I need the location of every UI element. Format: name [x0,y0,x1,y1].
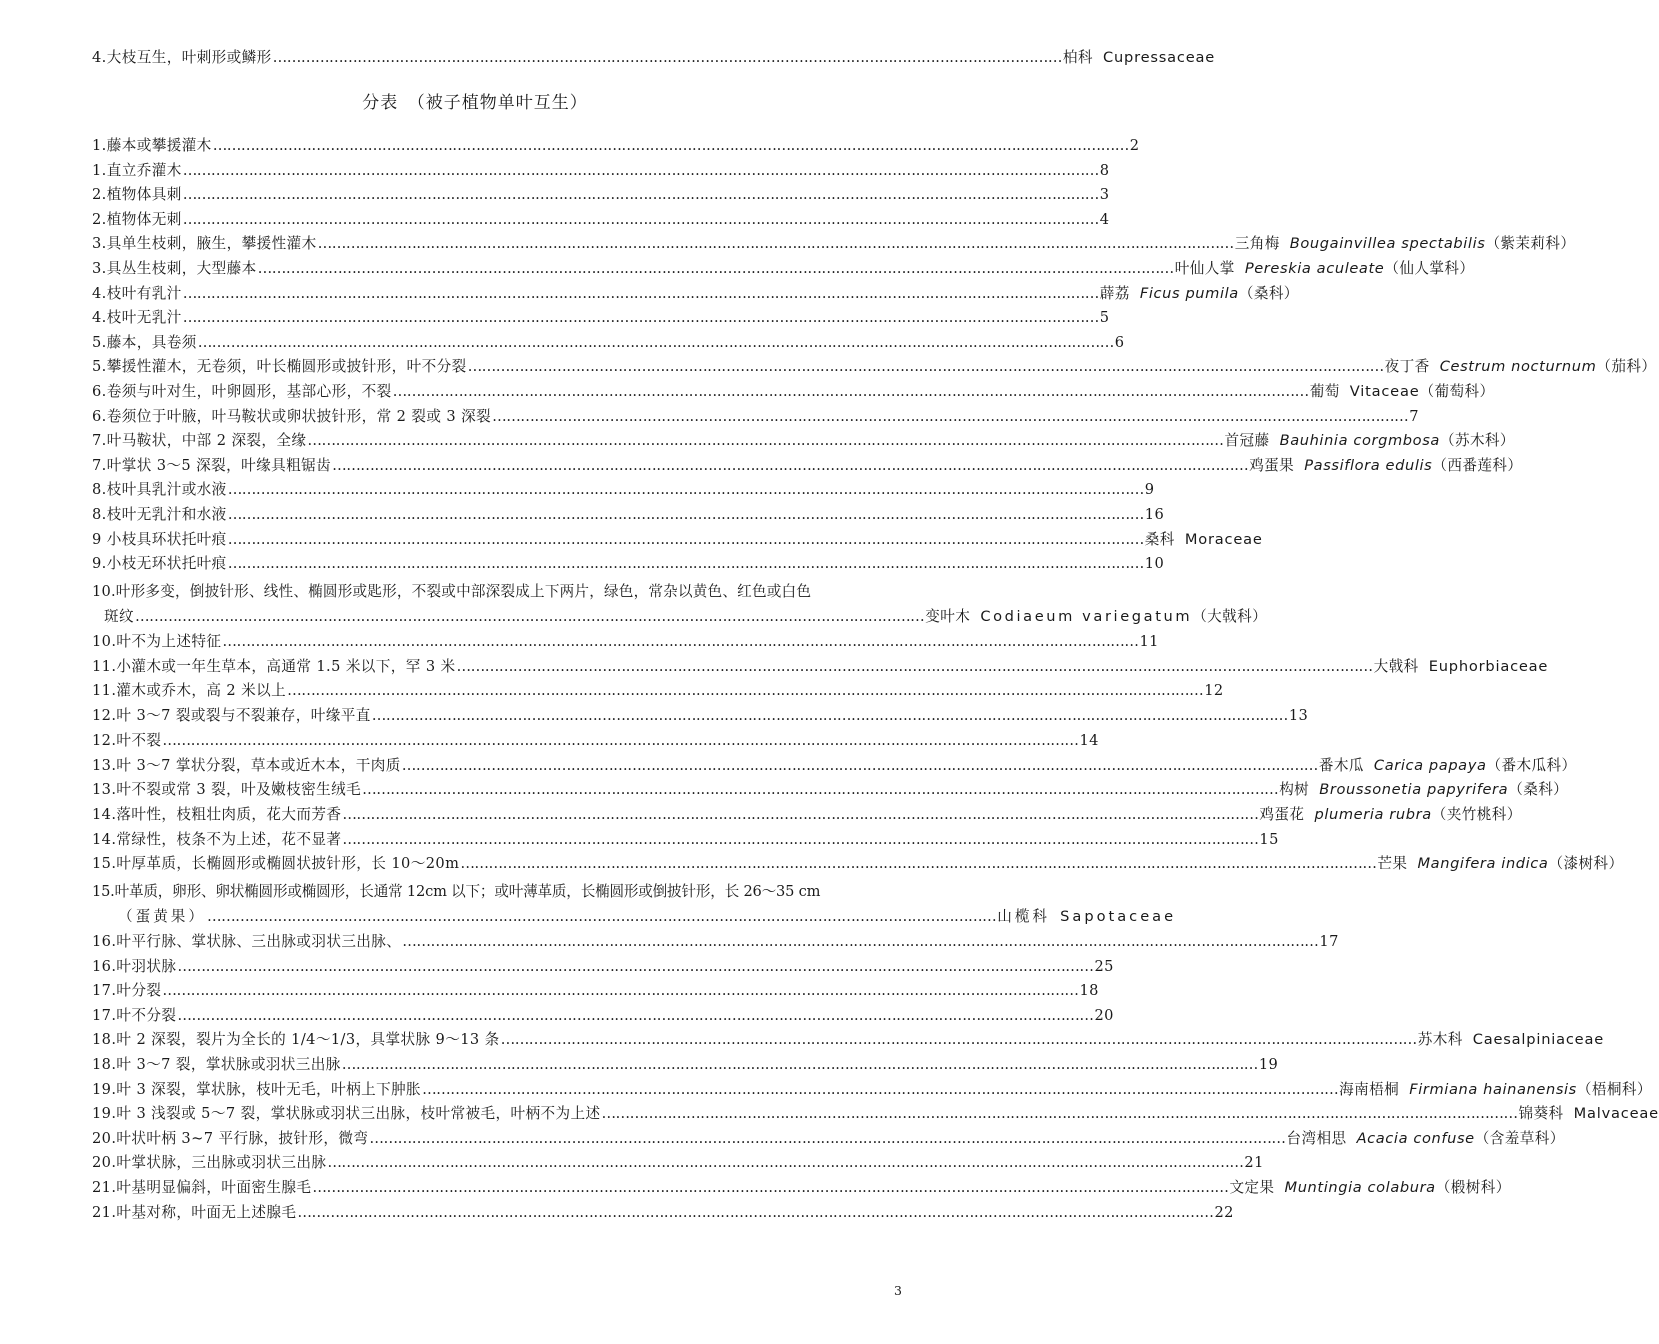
key-entry [92,257,1475,281]
entry-lead: 16.叶平行脉、掌状脉、三出脉或羽状三出脉、 [92,933,402,950]
entry-next-number: 22 [1214,1203,1234,1221]
entry-name-cn: 夜丁香 [1384,358,1430,376]
entry-family: （夹竹桃科） [1431,805,1522,823]
entry-name-cn: 鸡蛋果 [1249,456,1295,474]
entry-lead: 14.常绿性，枝条不为上述，花不显著 [92,830,342,848]
leader-dots: …………………………………………………………………………………………………………………………………………………………………………… [257,260,1174,277]
key-entry [92,828,1279,852]
leader-dots: …………………………………………………………………………………………………………………………………………………………………………… [422,1080,1339,1098]
entry-lead: 4.大枝互生，叶刺形或鳞形 [92,49,272,66]
leader-dots: …………………………………………………………………………………………………………………………………………………………………………… [341,1056,1258,1073]
entry-family-cn: 山榄科 [997,908,1051,925]
entry-lead: 6.卷须与叶对生，叶卵圆形，基部心形，不裂 [92,383,392,400]
key-entry [92,355,1657,379]
entry-family: （桑科） [1238,284,1299,302]
entry-name-cn: 葡萄 [1309,383,1340,400]
entry-family-latin: Euphorbiaceae [1428,657,1549,675]
entry-scientific-name: Mangifera indica [1417,855,1549,873]
leader-dots: …………………………………………………………………………………………………………………………………………………………………………… [227,506,1144,523]
entry-species-cn: 变叶木 [925,608,971,625]
entry-family: （茄科） [1596,358,1657,376]
key-entry [92,930,1339,954]
leader-dots: …………………………………………………………………………………………………………………………………………………………………………… [601,1105,1518,1123]
leader-dots: …………………………………………………………………………………………………………………………………………………………………………… [371,707,1288,725]
key-entry-top [92,46,1216,70]
key-entry [92,306,1110,330]
leader-dots: …………………………………………………………………………………………………………………………………………………………………………… [227,555,1144,573]
entry-family: （番木瓜科） [1486,756,1577,774]
entry-next-number: 9 [1144,481,1155,499]
leader-dots: …………………………………………………………………………………………………………………………………………………………………………… [492,407,1409,425]
entry-family: （大戟科） [1192,608,1268,625]
leader-dots: …………………………………………………………………………………………………………………………………………………………………………… [342,805,1259,823]
entry-name-cn: 薜荔 [1099,284,1130,302]
entry-family-cn: 柏科 [1062,49,1093,66]
entry-name-cn: 台湾相思 [1286,1129,1347,1147]
entry-scientific-name: plumeria rubra [1314,805,1432,823]
entry-lead: 4.枝叶有乳汁 [92,284,182,302]
entry-family: （西番莲科） [1432,456,1523,474]
entry-name-cn: 大戟科 [1373,657,1419,675]
leader-dots: …………………………………………………………………………………………………………………………………………………………………………… [402,933,1319,950]
entry-name-cn: 桑科 [1144,530,1175,548]
entry-family: （仙人掌科） [1384,260,1475,277]
entry-lead: 15.叶厚革质，长椭圆形或椭圆状披针形，长 10～20m [92,855,460,873]
leader-dots: …………………………………………………………………………………………………………………………………………………………………………… [182,309,1099,327]
key-entry [92,282,1299,306]
entry-scientific-name: Muntingia colabura [1284,1179,1436,1196]
key-entry [92,1127,1565,1151]
key-entry [92,1176,1511,1200]
key-entry [92,331,1125,355]
entry-lead: 13.叶不裂或常 3 裂，叶及嫩枝密生绒毛 [92,781,362,799]
entry-next-number: 11 [1139,633,1159,650]
key-entry [92,528,1263,552]
entry-next-number: 3 [1099,186,1110,204]
key-entry [92,208,1110,232]
entry-next-number: 10 [1144,555,1165,573]
entry-lead: 9.小枝无环状托叶痕 [92,555,227,573]
key-entry [92,1078,1652,1102]
entry-lead: 7.叶马鞍状，中部 2 深裂，全缘 [92,432,307,450]
key-entry [92,454,1523,478]
key-entry [92,1201,1234,1225]
entry-lead: 12.叶 3～7 裂或裂与不裂兼存，叶缘平直 [92,707,371,725]
entry-scientific-name: Bauhinia corgmbosa [1279,432,1440,450]
key-entry [92,380,1495,404]
entry-lead: 8.枝叶无乳汁和水液 [92,506,227,523]
leader-dots: …………………………………………………………………………………………………………………………………………………………………………… [401,756,1318,774]
entry-lead: 16.叶羽状脉 [92,957,177,975]
key-entry [92,1102,1659,1126]
key-entry [92,955,1114,979]
key-entry [92,503,1165,527]
entry-family: （含羞草科） [1474,1129,1565,1147]
leader-dots: …………………………………………………………………………………………………………………………………………………………………………… [500,1031,1417,1049]
key-entry [92,405,1419,429]
leader-dots: …………………………………………………………………………………………………………………………………………………………………………… [182,161,1099,179]
entry-name-cn: 构树 [1279,781,1310,799]
entry-next-number: 8 [1099,161,1110,179]
entry-lead: （蛋黄果） [118,908,206,925]
entry-next-number: 19 [1258,1056,1279,1073]
entry-lead: 13.叶 3～7 掌状分裂，草本或近木本，干肉质 [92,756,401,774]
entry-scientific-name: Carica papaya [1373,756,1487,774]
entry-family-sci: Sapotaceae [1060,908,1177,925]
key-entry [92,429,1515,453]
entry-lead: 1.直立乔灌木 [92,161,182,179]
entry-lead: 21.叶基明显偏斜，叶面密生腺毛 [92,1179,312,1196]
leader-dots: …………………………………………………………………………………………………………………………………………………………………………… [327,1154,1244,1172]
entry-next-number: 7 [1409,407,1419,425]
entry-lead: 斑纹 [104,608,134,625]
key-entry [92,852,1624,876]
entry-family-latin: Malvaceae [1573,1105,1659,1123]
leader-dots: …………………………………………………………………………………………………………………………………………………………………………… [317,235,1234,253]
key-entry [92,1004,1114,1028]
entry-scientific-name: Bougainvillea spectabilis [1289,235,1486,253]
entry-scientific-name: Broussonetia papyrifera [1319,781,1509,799]
entry-family-latin: Caesalpiniaceae [1472,1031,1604,1049]
entry-lead: 11.小灌木或一年生草本，高通常 1.5 米以下，罕 3 米 [92,657,456,675]
leader-dots: …………………………………………………………………………………………………………………………………………………………………………… [177,1006,1094,1024]
entry-lead: 5.藤本，具卷须 [92,333,197,351]
entry-scientific-name: Ficus pumila [1139,284,1239,302]
key-entry [92,630,1159,654]
key-entry [92,729,1099,753]
entry-name-cn: 芒果 [1377,855,1408,873]
entry-next-number: 14 [1079,731,1099,749]
leader-dots: …………………………………………………………………………………………………………………………………………………………………………… [197,333,1114,351]
entry-10-line1: 10.叶形多变，倒披针形、线性、椭圆形或匙形，不裂或中部深裂成上下两片，绿色，常杂以黄色、红色或白色 [92,583,812,600]
entry-name-cn: 文定果 [1229,1179,1275,1196]
leader-dots: …………………………………………………………………………………………………………………………………………………………………………… [362,781,1279,799]
entry-species-sci: Codiaeum variegatum [980,608,1193,625]
key-entry [92,1053,1279,1077]
leader-dots: …………………………………………………………………………………………………………………………………………………………………………… [342,830,1259,848]
leader-dots: …………………………………………………………………………………………………………………………………………………………………………… [312,1179,1229,1196]
entry-lead: 19.叶 3 浅裂或 5～7 裂，掌状脉或羽状三出脉，枝叶常被毛，叶柄不为上述 [92,1105,601,1123]
leader-dots: …………………………………………………………………………………………………………………………………………………………………………… [162,731,1079,749]
entry-next-number: 4 [1099,210,1110,228]
entry-lead: 21.叶基对称，叶面无上述腺毛 [92,1203,297,1221]
entry-lead: 6.卷须位于叶腋，叶马鞍状或卵状披针形，常 2 裂或 3 深裂 [92,407,492,425]
key-entry [92,183,1110,207]
entry-lead: 18.叶 3～7 裂，掌状脉或羽状三出脉 [92,1056,341,1073]
entry-name-cn: 锦葵科 [1518,1105,1564,1123]
entry-scientific-name: Passiflora edulis [1304,456,1433,474]
entry-lead: 5.攀援性灌木，无卷须，叶长椭圆形或披针形，叶不分裂 [92,358,467,376]
entry-family: （桑科） [1508,781,1569,799]
key-entry [92,552,1165,576]
leader-dots: …………………………………………………………………………………………………………………………………………………… [135,608,925,625]
entry-name-cn: 三角梅 [1234,235,1280,253]
leader-dots: …………………………………………………………………………………………………………………………………………………………………………… [182,284,1099,302]
leader-dots: …………………………………………………………………………………………………………………………………………………… [272,49,1062,66]
entry-name-cn: 海南梧桐 [1339,1080,1400,1098]
entry-10-line2 [104,605,1268,629]
key-entry [92,655,1549,679]
key-entry [92,679,1224,703]
entry-name-cn: 首冠藤 [1224,432,1270,450]
entry-next-number: 21 [1244,1154,1264,1172]
leader-dots: …………………………………………………………………………………………………………………………………………………………………………… [182,186,1099,204]
entry-next-number: 25 [1094,957,1114,975]
key-entry [92,979,1099,1003]
entry-name-cn: 鸡蛋花 [1259,805,1305,823]
entry-name-cn: 番木瓜 [1318,756,1364,774]
entry-lead: 20.叶状叶柄 3~7 平行脉，披针形，微弯 [92,1129,369,1147]
key-entry [92,1151,1264,1175]
leader-dots: …………………………………………………………………………………………………………………………………………………………………………… [392,383,1309,400]
entry-lead: 19.叶 3 深裂，掌状脉，枝叶无毛，叶柄上下肿胀 [92,1080,422,1098]
leader-dots: …………………………………………………………………………………………………………………………………………………………………………… [297,1203,1214,1221]
entry-family: （椴树科） [1435,1179,1511,1196]
entry-next-number: 16 [1144,506,1165,523]
entry-15b-line2 [118,905,1177,929]
entry-name-cn: 叶仙人掌 [1174,260,1235,277]
entry-family-latin: Moraceae [1184,530,1263,548]
entry-next-number: 5 [1099,309,1110,327]
entry-family-sci: Cupressaceae [1102,49,1216,66]
leader-dots: …………………………………………………………………………………………………………………………………………………………………………… [227,530,1144,548]
leader-dots: …………………………………………………………………………………………………………………………………………………………………………… [182,210,1099,228]
key-entry [92,803,1522,827]
entry-lead: 4.枝叶无乳汁 [92,309,182,327]
entry-family: （紫茉莉科） [1485,235,1576,253]
entry-next-number: 12 [1204,682,1224,700]
key-entry [92,754,1577,778]
leader-dots: …………………………………………………………………………………………………………………………………………………………………………… [227,481,1144,499]
entry-lead: 2.植物体具刺 [92,186,182,204]
entry-lead: 10.叶不为上述特征 [92,633,222,650]
leader-dots: …………………………………………………………………………………………………………………………………………………………………………… [460,855,1377,873]
entry-lead: 9 小枝具环状托叶痕 [92,530,227,548]
entry-lead: 7.叶掌状 3～5 深裂，叶缘具粗锯齿 [92,456,332,474]
entry-lead: 1.藤本或攀援灌木 [92,137,212,154]
key-entry [92,159,1110,183]
entry-lead: 2.植物体无刺 [92,210,182,228]
entry-name-cn: 苏木科 [1417,1031,1463,1049]
leader-dots: …………………………………………………………………………………………………………………………………………………………………………… [307,432,1224,450]
entry-next-number: 17 [1319,933,1339,950]
entry-15b-line1: 15.叶革质，卵形、卵状椭圆形或椭圆形，长通常 12cm 以下；或叶薄革质，长椭圆形或倒披针形，长 26～35 cm [92,883,821,900]
entry-next-number: 18 [1079,982,1099,1000]
entry-scientific-name: Cestrum nocturnum [1439,358,1597,376]
entry-family: （梧桐科） [1576,1080,1652,1098]
entry-family: （葡萄科） [1419,383,1495,400]
entry-scientific-name: Acacia confuse [1356,1129,1475,1147]
leader-dots: …………………………………………………………………………………………………………………………………………………………………………… [287,682,1204,700]
entry-lead: 3.具丛生枝刺，大型藤本 [92,260,257,277]
entry-lead: 20.叶掌状脉，三出脉或羽状三出脉 [92,1154,327,1172]
leader-dots: …………………………………………………………………………………………………………………………………………………………………………… [369,1129,1286,1147]
entry-lead: 18.叶 2 深裂，裂片为全长的 1/4～1/3，具掌状脉 9～13 条 [92,1031,500,1049]
entry-lead: 11.灌木或乔木，高 2 米以上 [92,682,287,700]
leader-dots: …………………………………………………………………………………………………………………………………………………………………………… [162,982,1079,1000]
leader-dots: …………………………………………………………………………………………………………………………………………………………………………… [467,358,1384,376]
leader-dots: …………………………………………………………………………………………………………………………………………………………………………… [222,633,1139,650]
leader-dots: …………………………………………………………………………………………………………………………………………………………………………… [177,957,1094,975]
entry-family: （漆树科） [1548,855,1624,873]
key-entry [92,704,1309,728]
leader-dots: …………………………………………………………………………………………………………………………………………………… [206,908,997,925]
entry-next-number: 2 [1129,137,1140,154]
entry-scientific-name: Firmiana hainanensis [1409,1080,1577,1098]
key-entry [92,1028,1604,1052]
key-entry [92,778,1569,802]
leader-dots: …………………………………………………………………………………………………………………………………………………………………………… [332,456,1249,474]
leader-dots: …………………………………………………………………………………………………………………………………………………………………………… [212,137,1129,154]
entry-lead: 8.枝叶具乳汁或水液 [92,481,227,499]
entry-next-number: 20 [1094,1006,1114,1024]
entry-next-number: 13 [1288,707,1309,725]
key-entry [92,478,1155,502]
entry-next-number: 6 [1114,333,1125,351]
entry-family-latin: Vitaceae [1349,383,1420,400]
entry-lead: 12.叶不裂 [92,731,162,749]
page-number: 3 [894,1283,902,1298]
entry-next-number: 15 [1259,830,1279,848]
key-entry [92,232,1576,256]
entry-lead: 14.落叶性，枝粗壮肉质，花大而芳香 [92,805,342,823]
entry-lead: 17.叶分裂 [92,982,162,1000]
entry-family: （苏木科） [1439,432,1515,450]
leader-dots: …………………………………………………………………………………………………………………………………………………………………………… [456,657,1373,675]
section-title: 分表 （被子植物单叶互生） [362,93,588,113]
entry-scientific-name: Pereskia aculeate [1244,260,1385,277]
entry-lead: 17.叶不分裂 [92,1006,177,1024]
entry-lead: 3.具单生枝刺，腋生，攀援性灌木 [92,235,317,253]
key-entry [92,134,1140,158]
